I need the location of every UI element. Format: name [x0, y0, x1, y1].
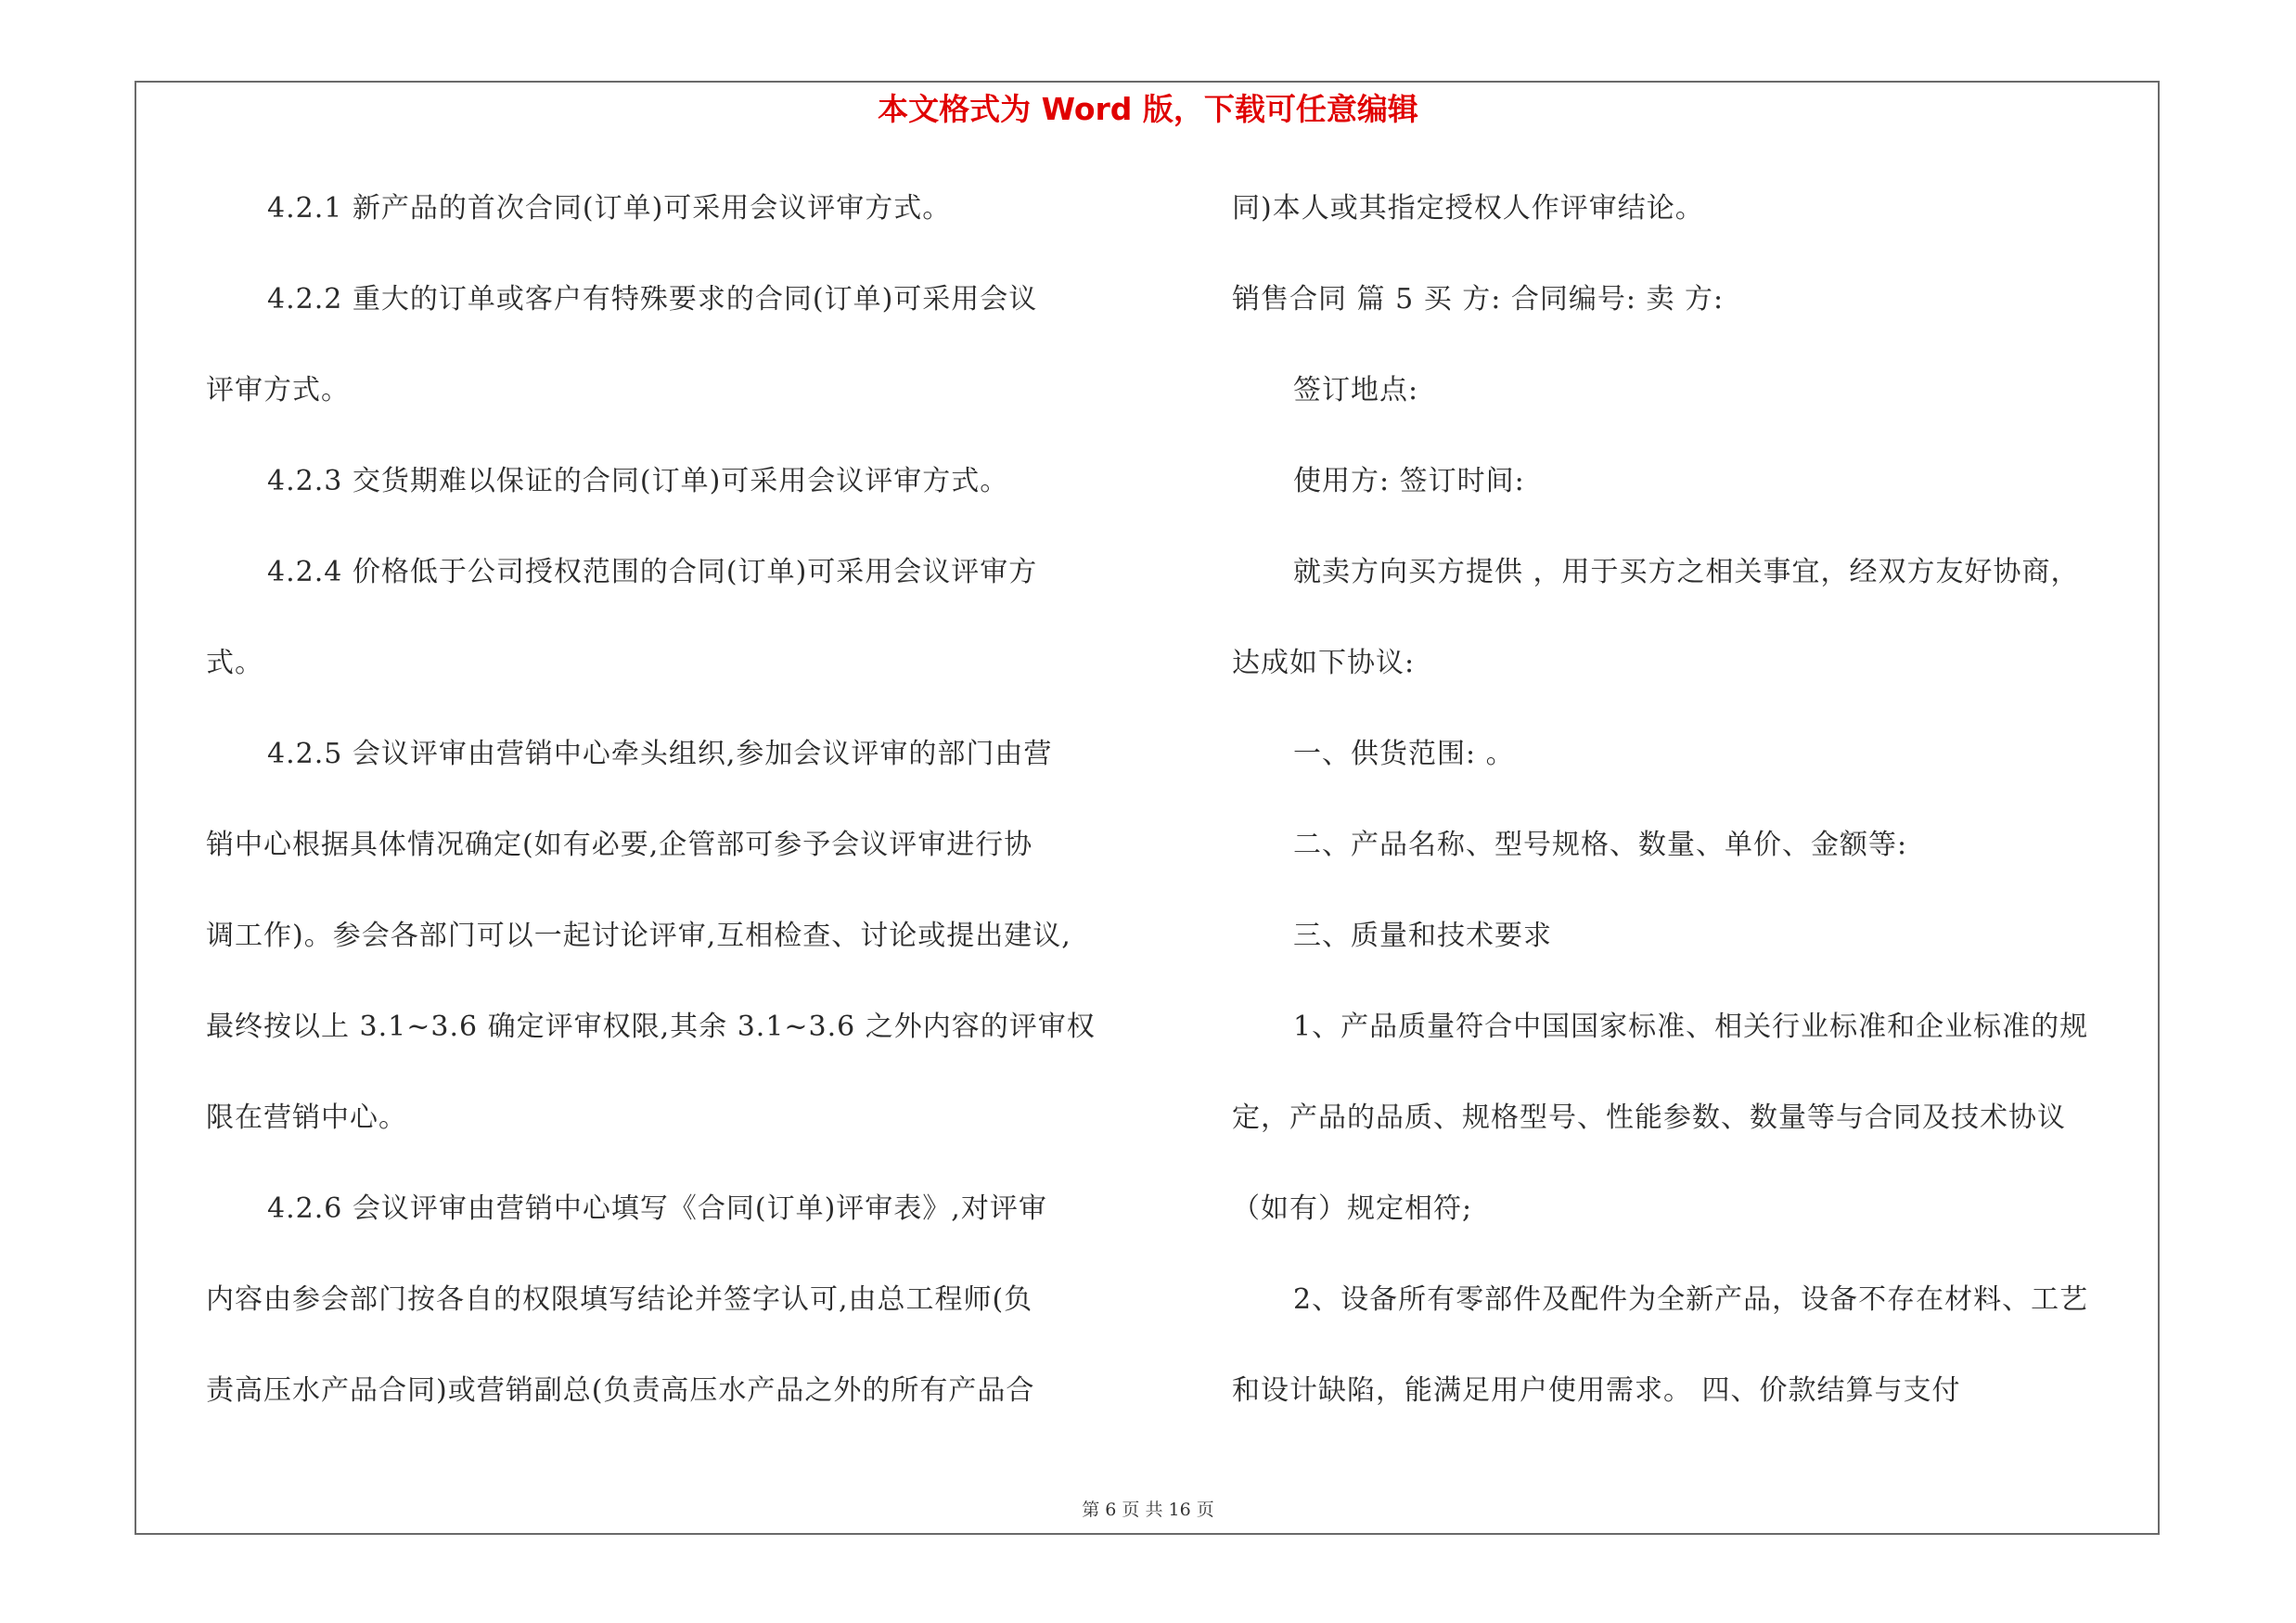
paragraph-line: 式。 — [206, 647, 263, 679]
paragraph-line: 调工作)。参会各部门可以一起讨论评审,互相检查、讨论或提出建议, — [206, 920, 1071, 952]
left-text-column — [206, 181, 1124, 1454]
page-number: 第 6 页 共 16 页 — [1082, 1500, 1214, 1520]
paragraph-line: 同)本人或其指定授权人作评审结论。 — [1232, 192, 1704, 225]
right-text-column — [1232, 181, 2152, 1454]
paragraph-line: 内容由参会部门按各自的权限填写结论并签字认可,由总工程师(负 — [206, 1283, 1033, 1316]
contract-heading-line: 销售合同 篇 5 买 方: 合同编号: 卖 方: — [1232, 283, 1725, 316]
paragraph-line: 评审方式。 — [206, 374, 350, 406]
paragraph-line: 责高压水产品合同)或营销副总(负责高压水产品之外的所有产品合 — [206, 1374, 1035, 1407]
paragraph-line: 4.2.4 价格低于公司授权范围的合同(订单)可采用会议评审方 — [267, 556, 1038, 588]
paragraph-line: 4.2.3 交货期难以保证的合同(订单)可采用会议评审方式。 — [267, 465, 1009, 497]
section-heading: 三、质量和技术要求 — [1293, 920, 1552, 952]
paragraph-line: 签订地点: — [1293, 374, 1419, 406]
paragraph-line: 和设计缺陷，能满足用户使用需求。 四、价款结算与支付 — [1232, 1374, 1961, 1407]
paragraph-line: 达成如下协议: — [1232, 647, 1416, 679]
paragraph-line: 最终按以上 3.1~3.6 确定评审权限,其余 3.1~3.6 之外内容的评审权 — [206, 1011, 1096, 1043]
paragraph-line: 4.2.2 重大的订单或客户有特殊要求的合同(订单)可采用会议 — [267, 283, 1038, 316]
paragraph-line: 就卖方向买方提供 ，用于买方之相关事宜，经双方友好协商， — [1293, 556, 2080, 588]
paragraph-line: 限在营销中心。 — [206, 1101, 407, 1134]
paragraph-line: 销中心根据具体情况确定(如有必要,企管部可参予会议评审进行协 — [206, 829, 1033, 861]
paragraph-line: 4.2.1 新产品的首次合同(订单)可采用会议评审方式。 — [267, 192, 952, 225]
paragraph-line: 定，产品的品质、规格型号、性能参数、数量等与合同及技术协议 — [1232, 1101, 2066, 1134]
section-heading: 二、产品名称、型号规格、数量、单价、金额等: — [1293, 829, 1908, 861]
paragraph-line: 2、设备所有零部件及配件为全新产品，设备不存在材料、工艺 — [1293, 1283, 2089, 1316]
paragraph-line: 4.2.5 会议评审由营销中心牵头组织,参加会议评审的部门由营 — [267, 738, 1053, 770]
paragraph-line: 1、产品质量符合中国国家标准、相关行业标准和企业标准的规 — [1293, 1011, 2089, 1043]
section-heading: 一、供货范围: 。 — [1293, 738, 1515, 770]
format-notice-banner: 本文格式为 Word 版，下载可任意编辑 — [878, 91, 1418, 127]
paragraph-line: （如有）规定相符; — [1232, 1192, 1473, 1225]
paragraph-line: 4.2.6 会议评审由营销中心填写《合同(订单)评审表》,对评审 — [267, 1192, 1047, 1225]
paragraph-line: 使用方: 签订时间: — [1293, 465, 1525, 497]
